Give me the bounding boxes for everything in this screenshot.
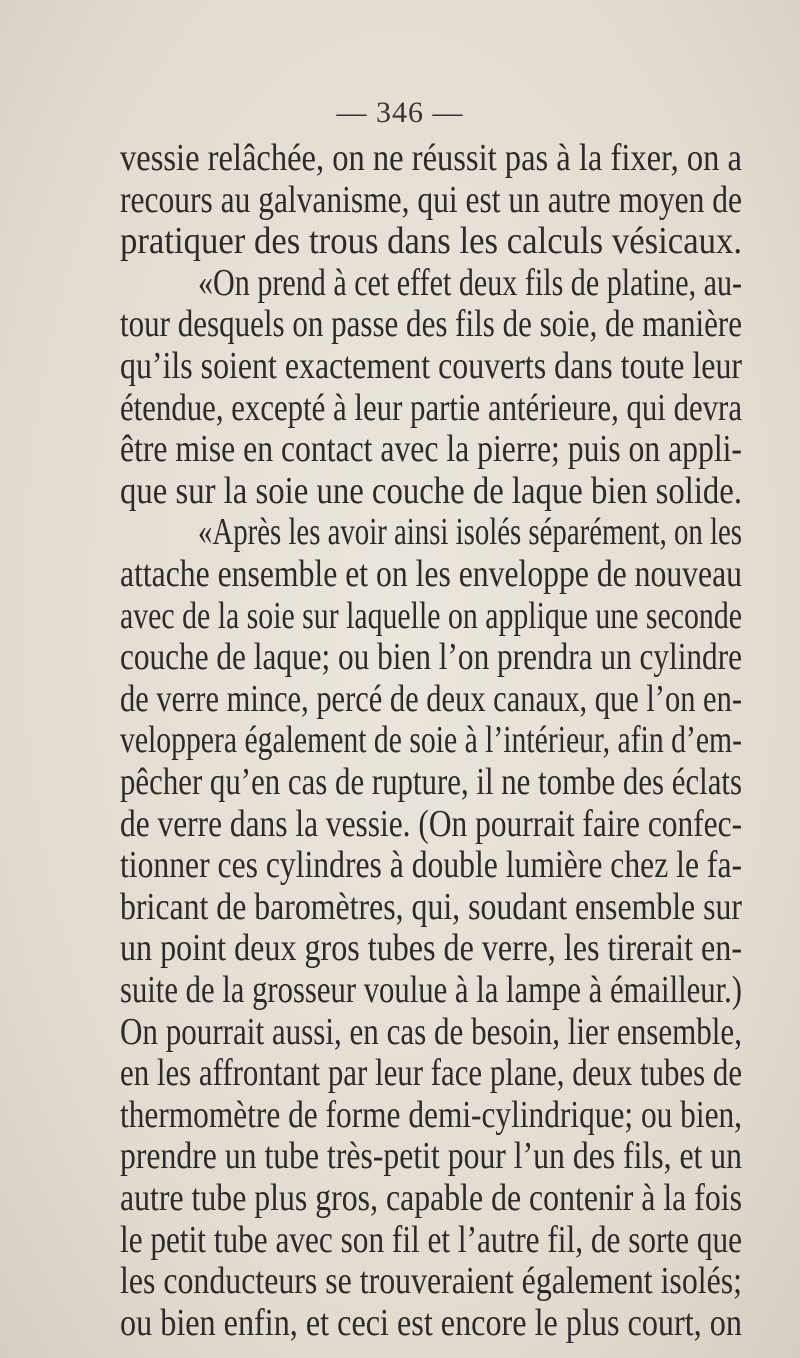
text-line-content: qu’ils soient exactement couverts dans toute leur — [120, 345, 743, 387]
text-line — [0, 760, 800, 804]
text-line-content: de verre dans la vessie. (On pourrait faire confec- — [120, 802, 743, 845]
text-line — [0, 219, 800, 263]
text-line-content: ou bien enfin, et ceci est encore le plus court, on — [120, 1301, 742, 1344]
text-line — [0, 510, 800, 554]
text-line — [0, 1259, 800, 1303]
text-line — [0, 344, 800, 388]
text-line — [0, 386, 800, 430]
text-line — [0, 718, 800, 762]
text-line — [0, 843, 800, 887]
text-line-content: autre tube plus gros, capable de contenir à la fois — [120, 1177, 742, 1219]
text-line-content: que sur la soie une couche de laque bien solide. — [120, 469, 743, 512]
text-line — [0, 1218, 800, 1262]
text-line-content: veloppera également de soie à l’intérieur, afin d’em- — [120, 719, 743, 762]
text-line-content: de verre mince, percé de deux canaux, que l’on en- — [120, 677, 742, 720]
text-line — [0, 1301, 800, 1345]
text-line-content: tionner ces cylindres à double lumière chez le fa- — [120, 844, 743, 887]
text-line-content: couche de laque; ou bien l’on prendra un cylindre — [120, 636, 743, 679]
text-line-content: un point deux gros tubes de verre, les tirerait en- — [120, 927, 743, 970]
text-line-content: tour desquels on passe des fils de soie, de manière — [120, 303, 743, 346]
page-number-header: — 346 — — [336, 96, 464, 129]
text-line — [0, 1134, 800, 1178]
text-line — [0, 261, 800, 305]
text-line-content: en les affrontant par leur face plane, deux tubes de — [120, 1052, 743, 1095]
text-line-content: bricant de baromètres, qui, soudant ensemble sur — [120, 885, 743, 928]
text-line-content: thermomètre de forme demi-cylindrique; ou bien, — [120, 1093, 743, 1136]
text-line — [0, 802, 800, 846]
text-line-content: «On prend à cet effet deux fils de platine, au- — [198, 261, 743, 304]
text-line — [0, 968, 800, 1012]
text-line-content: attache ensemble et on les enveloppe de nouveau — [120, 553, 743, 595]
text-line — [0, 594, 800, 638]
text-line — [0, 552, 800, 596]
text-line — [0, 427, 800, 471]
text-line-content: pêcher qu’en cas de rupture, il ne tombe des éclats — [120, 761, 743, 803]
text-line-content: être mise en contact avec la pierre; puis on appli- — [120, 428, 742, 471]
text-line — [0, 178, 800, 222]
text-line — [0, 1010, 800, 1054]
text-line — [0, 635, 800, 679]
text-line-content: étendue, excepté à leur partie antérieure, qui devra — [120, 386, 743, 429]
text-line — [0, 677, 800, 721]
text-line — [0, 1176, 800, 1220]
text-line — [0, 926, 800, 970]
text-line — [0, 302, 800, 346]
text-line-content: pratiquer des trous dans les calculs vésicaux. — [120, 220, 743, 263]
text-line — [0, 1093, 800, 1137]
text-line-content: prendre un tube très-petit pour l’un des fils, et un — [120, 1135, 743, 1178]
text-line — [0, 885, 800, 929]
text-line-content: le petit tube avec son fil et l’autre fil, de sorte que — [120, 1218, 743, 1261]
text-line — [0, 136, 800, 180]
text-line-content: suite de la grosseur voulue à la lampe à émailleur.) — [120, 969, 743, 1011]
text-line-content: vessie relâchée, on ne réussit pas à la fixer, on a — [120, 137, 742, 179]
text-line-content: «Après les avoir ainsi isolés séparément, on les — [198, 511, 743, 554]
text-line-content: recours au galvanisme, qui est un autre moyen de — [120, 178, 742, 221]
text-line-content: On pourrait aussi, en cas de besoin, lier ensemble, — [120, 1010, 742, 1053]
text-line-content: avec de la soie sur laquelle on applique une seconde — [120, 594, 742, 637]
text-line-content: les conducteurs se trouveraient également isolés; — [120, 1260, 743, 1303]
text-line — [0, 1051, 800, 1095]
text-line — [0, 469, 800, 513]
